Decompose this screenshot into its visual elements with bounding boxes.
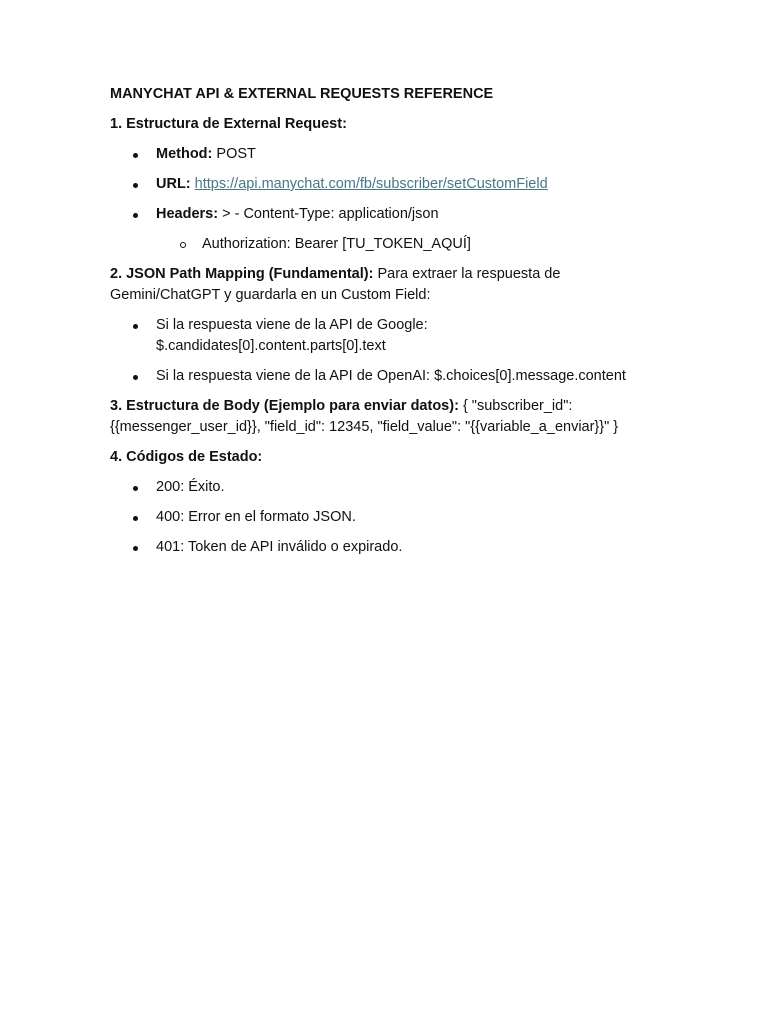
section-4-list [110, 477, 670, 558]
section-3-paragraph [110, 396, 640, 438]
headers-sub-list [110, 234, 670, 255]
list-item-url [110, 174, 670, 195]
section-3-body: { "subscriber_id": {{messenger_user_id}}, "field_id": 12345, "field_value": "{{variable_a_enviar}}" } [110, 398, 619, 435]
list-item-method [110, 144, 670, 165]
section-1-list [110, 144, 670, 225]
section-3-heading: 3. Estructura de Body (Ejemplo para enviar datos): [110, 398, 459, 414]
headers-label: Headers: [156, 206, 219, 222]
document-page [110, 84, 670, 567]
section-2-list [110, 315, 670, 387]
document-title: MANYCHAT API & EXTERNAL REQUESTS REFERENCE [110, 86, 494, 102]
url-link[interactable]: https://api.manychat.com/fb/subscriber/setCustomField [194, 176, 548, 192]
section-2-intro: Para extraer la respuesta de Gemini/ChatGPT y guardarla en un Custom Field: [110, 266, 561, 303]
section-4-heading: 4. Códigos de Estado: [110, 449, 263, 465]
url-label: URL: [156, 176, 191, 192]
list-item-google: Si la respuesta viene de la API de Google: $.candidates[0].content.parts[0].text [110, 315, 486, 357]
section-1-heading: 1. Estructura de External Request: [110, 116, 347, 132]
method-label: Method: [156, 146, 213, 162]
list-item-authorization: Authorization: Bearer [TU_TOKEN_AQUÍ] [110, 234, 670, 255]
list-item-status-200: 200: Éxito. [110, 477, 670, 498]
list-item-status-400: 400: Error en el formato JSON. [110, 507, 670, 528]
headers-value: > - Content-Type: application/json [222, 206, 439, 222]
method-value: POST [216, 146, 256, 162]
section-2-paragraph [110, 264, 650, 306]
list-item-headers [110, 204, 670, 225]
list-item-status-401: 401: Token de API inválido o expirado. [110, 537, 670, 558]
section-2-heading: 2. JSON Path Mapping (Fundamental): [110, 266, 374, 282]
list-item-openai: Si la respuesta viene de la API de OpenAI: $.choices[0].message.content [110, 366, 696, 387]
